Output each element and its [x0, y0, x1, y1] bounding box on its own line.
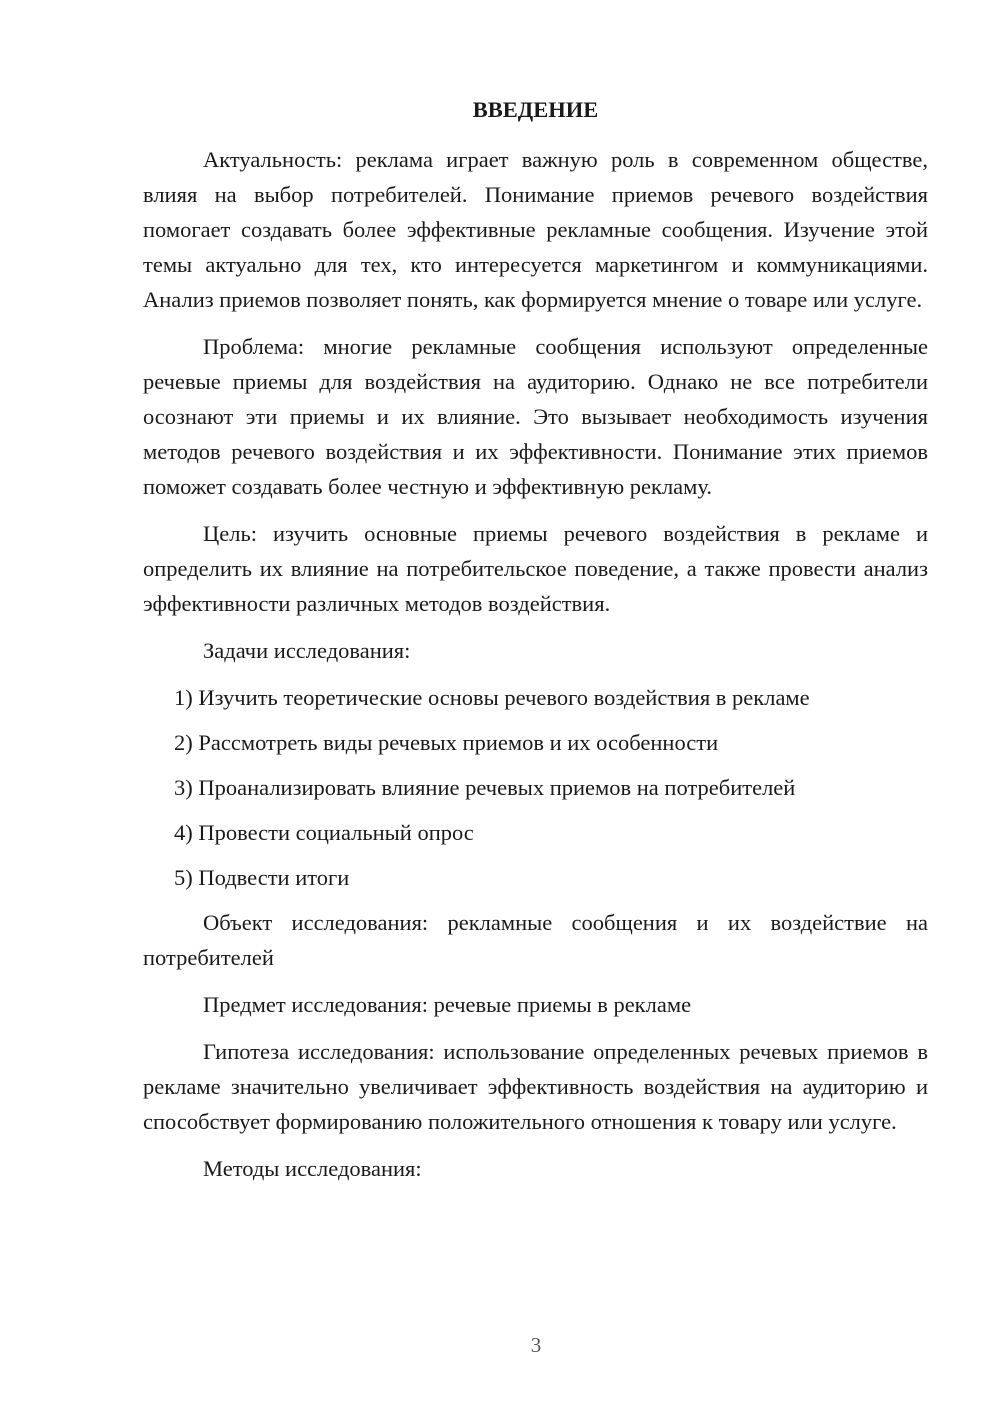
- paragraph-subject: Предмет исследования: речевые приемы в рекламе: [203, 992, 692, 1017]
- section-title: ВВЕДЕНИЕ: [472, 97, 599, 122]
- tasks-heading: Задачи исследования:: [203, 638, 411, 663]
- page-content: [143, 92, 928, 1198]
- page-number: 3: [530, 1333, 542, 1357]
- methods-heading: Методы исследования:: [203, 1156, 422, 1181]
- paragraph-object: Объект исследования: рекламные сообщения и их воздействие на потребителей: [143, 910, 928, 970]
- task-item-5: 5) Подвести итоги: [174, 865, 350, 890]
- paragraph-hypothesis: Гипотеза исследования: использование определенных речевых приемов в рекламе значительно увеличивает эффективность воздействия на аудиторию и способствует формированию положительного отношения к товару или услуге.: [143, 1039, 928, 1134]
- task-item-3: 3) Проанализировать влияние речевых приемов на потребителей: [174, 775, 796, 800]
- paragraph-problem: Проблема: многие рекламные сообщения используют определенные речевые приемы для воздействия на аудиторию. Однако не все потребители осознают эти приемы и их влияние. Это вызывает необходимость изучения методов речевого воздействия и их эффективности. Понимание этих приемов поможет создавать более честную и эффективную рекламу.: [143, 334, 928, 499]
- task-item-1: 1) Изучить теоретические основы речевого воздействия в рекламе: [174, 685, 810, 710]
- paragraph-goal: Цель: изучить основные приемы речевого воздействия в рекламе и определить их влияние на потребительское поведение, а также провести анализ эффективности различных методов воздействия.: [143, 521, 928, 616]
- task-item-4: 4) Провести социальный опрос: [174, 820, 474, 845]
- paragraph-relevance: Актуальность: реклама играет важную роль в современном обществе, влияя на выбор потребителей. Понимание приемов речевого воздействия помогает создавать более эффективные рекламные сообщения. Изучение этой темы актуально для тех, кто интересуется маркетингом и коммуникациями. Анализ приемов позволяет понять, как формируется мнение о товаре или услуге.: [143, 147, 928, 312]
- task-item-2: 2) Рассмотреть виды речевых приемов и их особенности: [174, 730, 719, 755]
